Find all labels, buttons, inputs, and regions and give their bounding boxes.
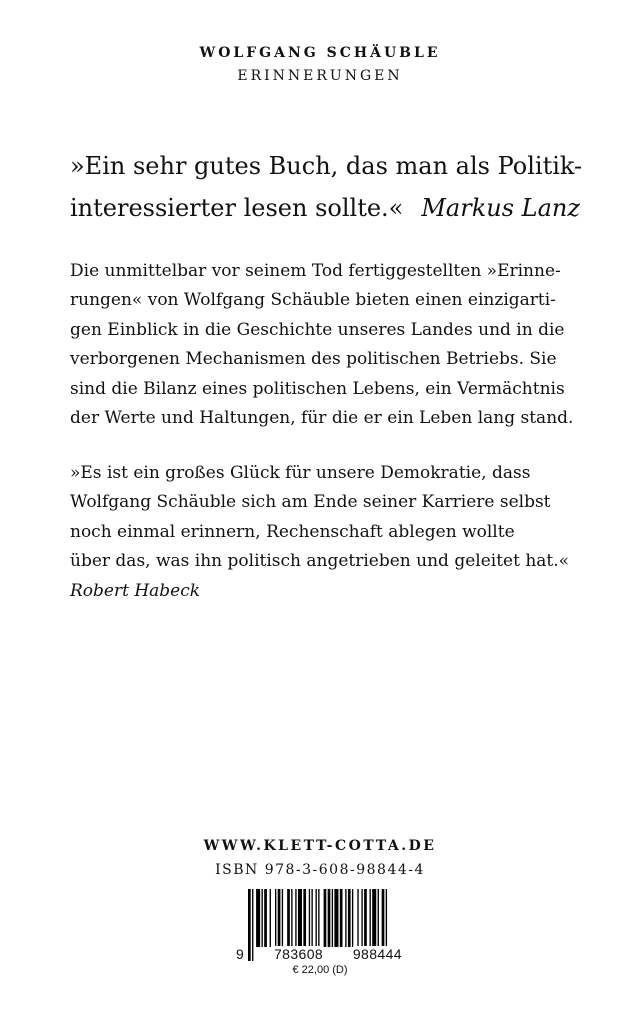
barcode-bar — [291, 889, 292, 947]
quote-line-text: interessierter lesen sollte.« — [70, 194, 404, 222]
barcode-bar — [262, 889, 263, 947]
description-line: der Werte und Haltungen, für die er ein Leben lang stand. — [70, 408, 574, 429]
barcode-right-group: 988444 — [352, 946, 402, 962]
barcode-digits — [236, 946, 402, 962]
barcode-bar — [370, 889, 371, 947]
barcode-bar — [372, 889, 376, 947]
barcode-bar — [364, 889, 367, 947]
barcode-bar — [275, 889, 276, 947]
barcode-bar — [328, 889, 331, 947]
endorsement-line: noch einmal erinnern, Rechenschaft ablegen wollte — [70, 521, 515, 542]
barcode-bar — [295, 889, 296, 947]
barcode-bar — [361, 889, 362, 947]
barcode-first-digit: 9 — [236, 946, 245, 962]
endorsement-line: über das, was ihn politisch angetrieben und geleitet hat.« — [70, 551, 570, 572]
description-line: sind die Bilanz eines politischen Lebens, ein Vermächtnis — [70, 378, 565, 399]
isbn-number: ISBN 978-3-608-98844-4 — [215, 862, 425, 878]
endorsement-line: »Es ist ein großes Glück für unsere Demokratie, dass — [70, 463, 531, 483]
barcode-left-group: 783608 — [273, 946, 324, 962]
description-paragraph — [70, 257, 590, 433]
description-line: verborgenen Mechanismen des politischen Betriebs. Sie — [70, 349, 557, 370]
book-title: ERINNERUNGEN — [237, 68, 403, 84]
endorsement-line: Wolfgang Schäuble sich am Ende seiner Karriere selbst — [70, 492, 551, 513]
quote-line — [70, 187, 580, 229]
endorsement-attribution: Robert Habeck — [70, 580, 201, 601]
barcode-bar — [311, 889, 312, 947]
quote-attribution: Markus Lanz — [421, 194, 581, 222]
barcode-bar — [303, 889, 306, 947]
barcode-bar — [256, 889, 260, 947]
barcode-bar — [340, 889, 343, 947]
description-line: gen Einblick in die Geschichte unseres Landes und in die — [70, 319, 565, 340]
description-line: rungen« von Wolfgang Schäuble bieten einen einzigarti- — [70, 290, 556, 311]
barcode-bar — [378, 889, 379, 947]
barcode-bar — [324, 889, 327, 947]
author-name: WOLFGANG SCHÄUBLE — [199, 45, 441, 61]
endorsement-paragraph — [70, 459, 590, 606]
barcode-bar — [270, 889, 271, 947]
featured-quote — [70, 145, 583, 229]
barcode-bar — [287, 889, 290, 947]
description-line: Die unmittelbar vor seinem Tod fertiggestellten »Erinne- — [70, 261, 561, 281]
barcode-bar — [309, 889, 310, 947]
barcode-bar — [332, 889, 333, 947]
barcode-bar — [282, 889, 283, 947]
barcode-bar — [278, 889, 281, 947]
barcode-bar — [298, 889, 302, 947]
barcode-bar — [352, 889, 353, 947]
barcode-bar — [334, 889, 338, 947]
barcode-bar — [357, 889, 358, 947]
barcode-bar — [348, 889, 351, 947]
barcode-bar — [264, 889, 267, 947]
publisher-url: WWW.KLETT-COTTA.DE — [203, 838, 437, 854]
barcode-bar — [345, 889, 346, 947]
price-label: € 22,00 (D) — [292, 964, 348, 976]
quote-line: »Ein sehr gutes Buch, das man als Politik- — [70, 152, 583, 180]
